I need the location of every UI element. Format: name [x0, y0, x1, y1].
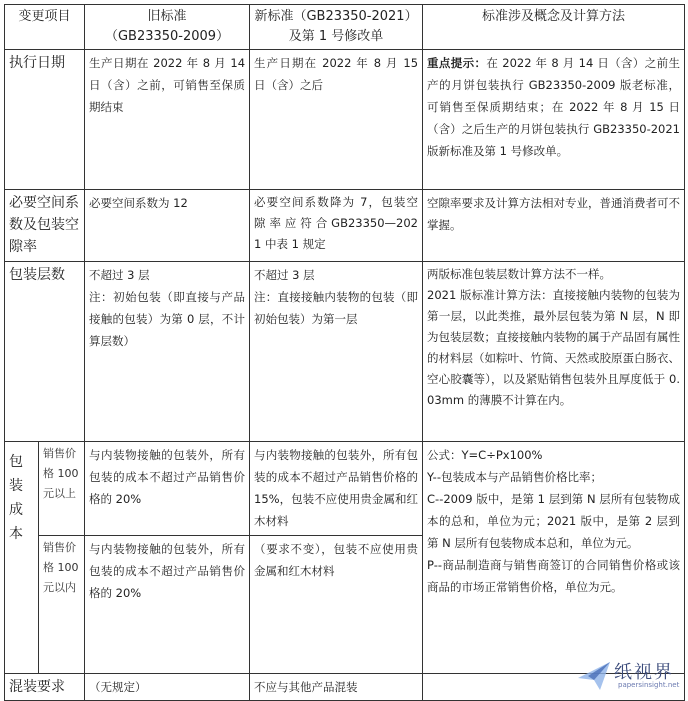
cost-def-p: P--商品制造商与销售商签订的合同销售价格或该商品的市场正常销售价格，单位为元。 [427, 558, 681, 594]
layers-note-method: 2021 版标准计算方法：直接接触内装物的包装为第一层，以此类推，最外层包装为第 N 层，N 即为包装层数；直接接触内装物的属于产品固有属性的材料层（如粽叶、竹筒、天然或胶原蛋白肠衣、空心胶囊等），以及紧贴销售包装外且厚度低于 0.03mm 的薄膜不计算在内。 [427, 288, 681, 407]
space-old: 必要空间系数为 12 [85, 190, 250, 262]
paper-plane-icon [574, 656, 614, 696]
watermark-logo [574, 656, 682, 696]
cost-def-c: C--2009 版中，是第 1 层到第 N 层所有包装物成本的总和，单位为元；2021 版中，是第 2 层到第 N 层所有包装物成本总和，单位为元。 [427, 492, 681, 550]
watermark-brand: 纸视界 [614, 662, 674, 683]
space-new: 必要空间系数降为 7，包装空 隙 率 应 符 合 GB23350—2021 中表 1 规定 [250, 190, 423, 262]
key-note-text: 在 2022 年 8 月 14 日（含）之前生产的月饼包装执行 GB23350-2009 版老标准，可销售至保质期结束；在 2022 年 8 月 15 日（含）之后生产的月饼包装执行 GB23350-2021 版新标准及第 1 号修改单。 [427, 56, 681, 158]
header-concepts: 标准涉及概念及计算方法 [423, 5, 685, 50]
watermark-site: papersinsight.net [618, 681, 680, 689]
layers-old [85, 262, 250, 442]
header-new-standard: 新标准（GB23350-2021） 及第 1 号修改单 [250, 5, 423, 50]
cost-note [423, 442, 685, 674]
layers-new-note: 注：直接接触内装物的包装（即初始包装）为第一层 [254, 290, 419, 326]
row-label-mix: 混装要求 [5, 674, 85, 701]
header-old-standard: 旧标准 （GB23350-2009） [85, 5, 250, 50]
space-note: 空隙率要求及计算方法相对专业，普通消费者可不掌握。 [423, 190, 685, 262]
cost-formula: 公式：Y=C÷Px100% [427, 448, 543, 462]
cost-within-100-new: （要求不变），包装不应使用贵金属和红木材料 [250, 536, 423, 674]
row-label-cost: 包装成本 [5, 442, 39, 674]
cost-within-100-old: 与内装物接触的包装外，所有包装的成本不超过产品销售价格的 20% [85, 536, 250, 674]
layers-new-limit: 不超过 3 层 [254, 268, 315, 282]
header-change-item: 变更项目 [5, 5, 85, 50]
row-label-date: 执行日期 [5, 50, 85, 190]
mix-new: 不应与其他产品混装 [250, 674, 423, 701]
date-new: 生产日期在 2022 年 8 月 15 日（含）之后 [250, 50, 423, 190]
layers-old-note: 注：初始包装（即直接与产品接触的包装）为第 0 层，不计算层数） [89, 290, 246, 348]
standards-comparison-table [4, 4, 685, 701]
cost-def-y: Y--包装成本与产品销售价格比率； [427, 470, 602, 484]
cost-above-100-old: 与内装物接触的包装外，所有包装的成本不超过产品销售价格的 20% [85, 442, 250, 536]
cost-sub-label-within-100: 销售价格 100 元以内 [39, 536, 85, 674]
layers-note-summary: 两版标准包装层数计算方法不一样。 [427, 267, 612, 281]
layers-old-limit: 不超过 3 层 [89, 268, 150, 282]
layers-new [250, 262, 423, 442]
cost-above-100-new: 与内装物接触的包装外，所有包装的成本不超过产品销售价格的 15%，包装不应使用贵金属和红木材料 [250, 442, 423, 536]
mix-old: （无规定） [85, 674, 250, 701]
key-note-label: 重点提示： [427, 56, 487, 70]
row-label-layers: 包装层数 [5, 262, 85, 442]
cost-sub-label-above-100: 销售价格 100 元以上 [39, 442, 85, 536]
date-old: 生产日期在 2022 年 8 月 14 日（含）之前，可销售至保质期结束 [85, 50, 250, 190]
row-label-space: 必要空间系数及包装空隙率 [5, 190, 85, 262]
date-note [423, 50, 685, 190]
layers-note [423, 262, 685, 442]
